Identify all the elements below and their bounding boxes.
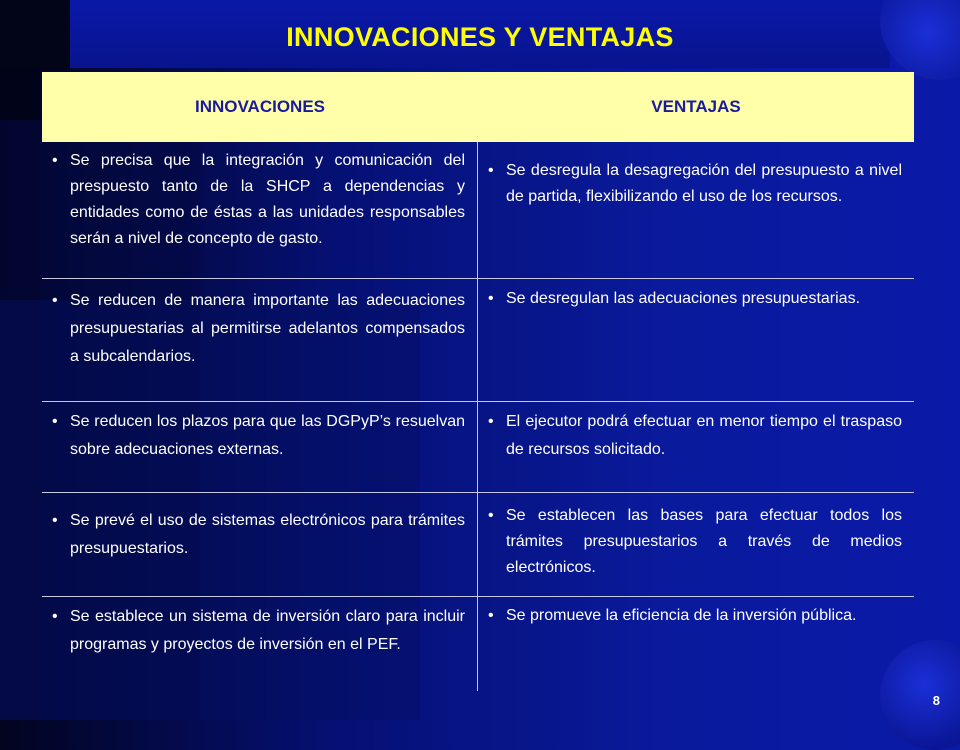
table-row xyxy=(42,142,914,279)
table-row xyxy=(42,493,914,597)
innovation-text: Se precisa que la integración y comunicación del prespuesto tanto de la SHCP a dependencias y entidades como de éstas a las unidades responsables serán a nivel de concepto de gasto. xyxy=(70,152,465,247)
header-innovaciones: INNOVACIONES xyxy=(194,97,326,116)
bullet: • xyxy=(52,413,58,430)
bullet: • xyxy=(52,292,58,309)
page-number: 8 xyxy=(932,693,940,708)
slide-title: INNOVACIONES Y VENTAJAS xyxy=(286,22,674,52)
table-row xyxy=(42,402,914,493)
table-header xyxy=(42,72,914,142)
advantage-text: Se desregulan las adecuaciones presupuestarias. xyxy=(506,290,861,307)
bullet: • xyxy=(488,607,494,624)
table-row xyxy=(42,279,914,402)
advantage-text: Se establecen las bases para efectuar todos los trámites presupuestarios a través de medios electrónicos. xyxy=(506,507,902,576)
bullet: • xyxy=(52,512,58,529)
bullet: • xyxy=(488,162,494,179)
innovation-cell xyxy=(42,279,478,401)
bullet: • xyxy=(52,152,58,169)
advantage-cell xyxy=(478,279,914,401)
header-ventajas: VENTAJAS xyxy=(651,97,741,116)
bullet: • xyxy=(488,290,494,307)
innovation-cell xyxy=(42,493,478,596)
innovation-text: Se establece un sistema de inversión claro para incluir programas y proyectos de inversión en el PEF. xyxy=(70,608,465,653)
bullet: • xyxy=(52,608,58,625)
advantage-cell xyxy=(478,142,914,278)
innovation-text: Se reducen los plazos para que las DGPyP’s resuelvan sobre adecuaciones externas. xyxy=(70,413,465,458)
bullet: • xyxy=(488,413,494,430)
advantage-cell xyxy=(478,597,914,691)
innovation-cell xyxy=(42,597,478,691)
bullet: • xyxy=(488,507,494,524)
innovation-cell xyxy=(42,142,478,278)
table-row xyxy=(42,597,914,691)
comparison-table xyxy=(42,142,914,691)
innovation-cell xyxy=(42,402,478,492)
advantage-cell xyxy=(478,493,914,596)
innovation-text: Se reducen de manera importante las adecuaciones presupuestarias al permitirse adelantos compensados a subcalendarios. xyxy=(70,292,465,365)
advantage-text: El ejecutor podrá efectuar en menor tiempo el traspaso de recursos solicitado. xyxy=(506,413,902,458)
innovation-text: Se prevé el uso de sistemas electrónicos para trámites presupuestarios. xyxy=(70,512,465,557)
advantage-text: Se desregula la desagregación del presupuesto a nivel de partida, flexibilizando el uso de los recursos. xyxy=(506,162,902,205)
advantage-text: Se promueve la eficiencia de la inversión pública. xyxy=(506,607,857,624)
advantage-cell xyxy=(478,402,914,492)
